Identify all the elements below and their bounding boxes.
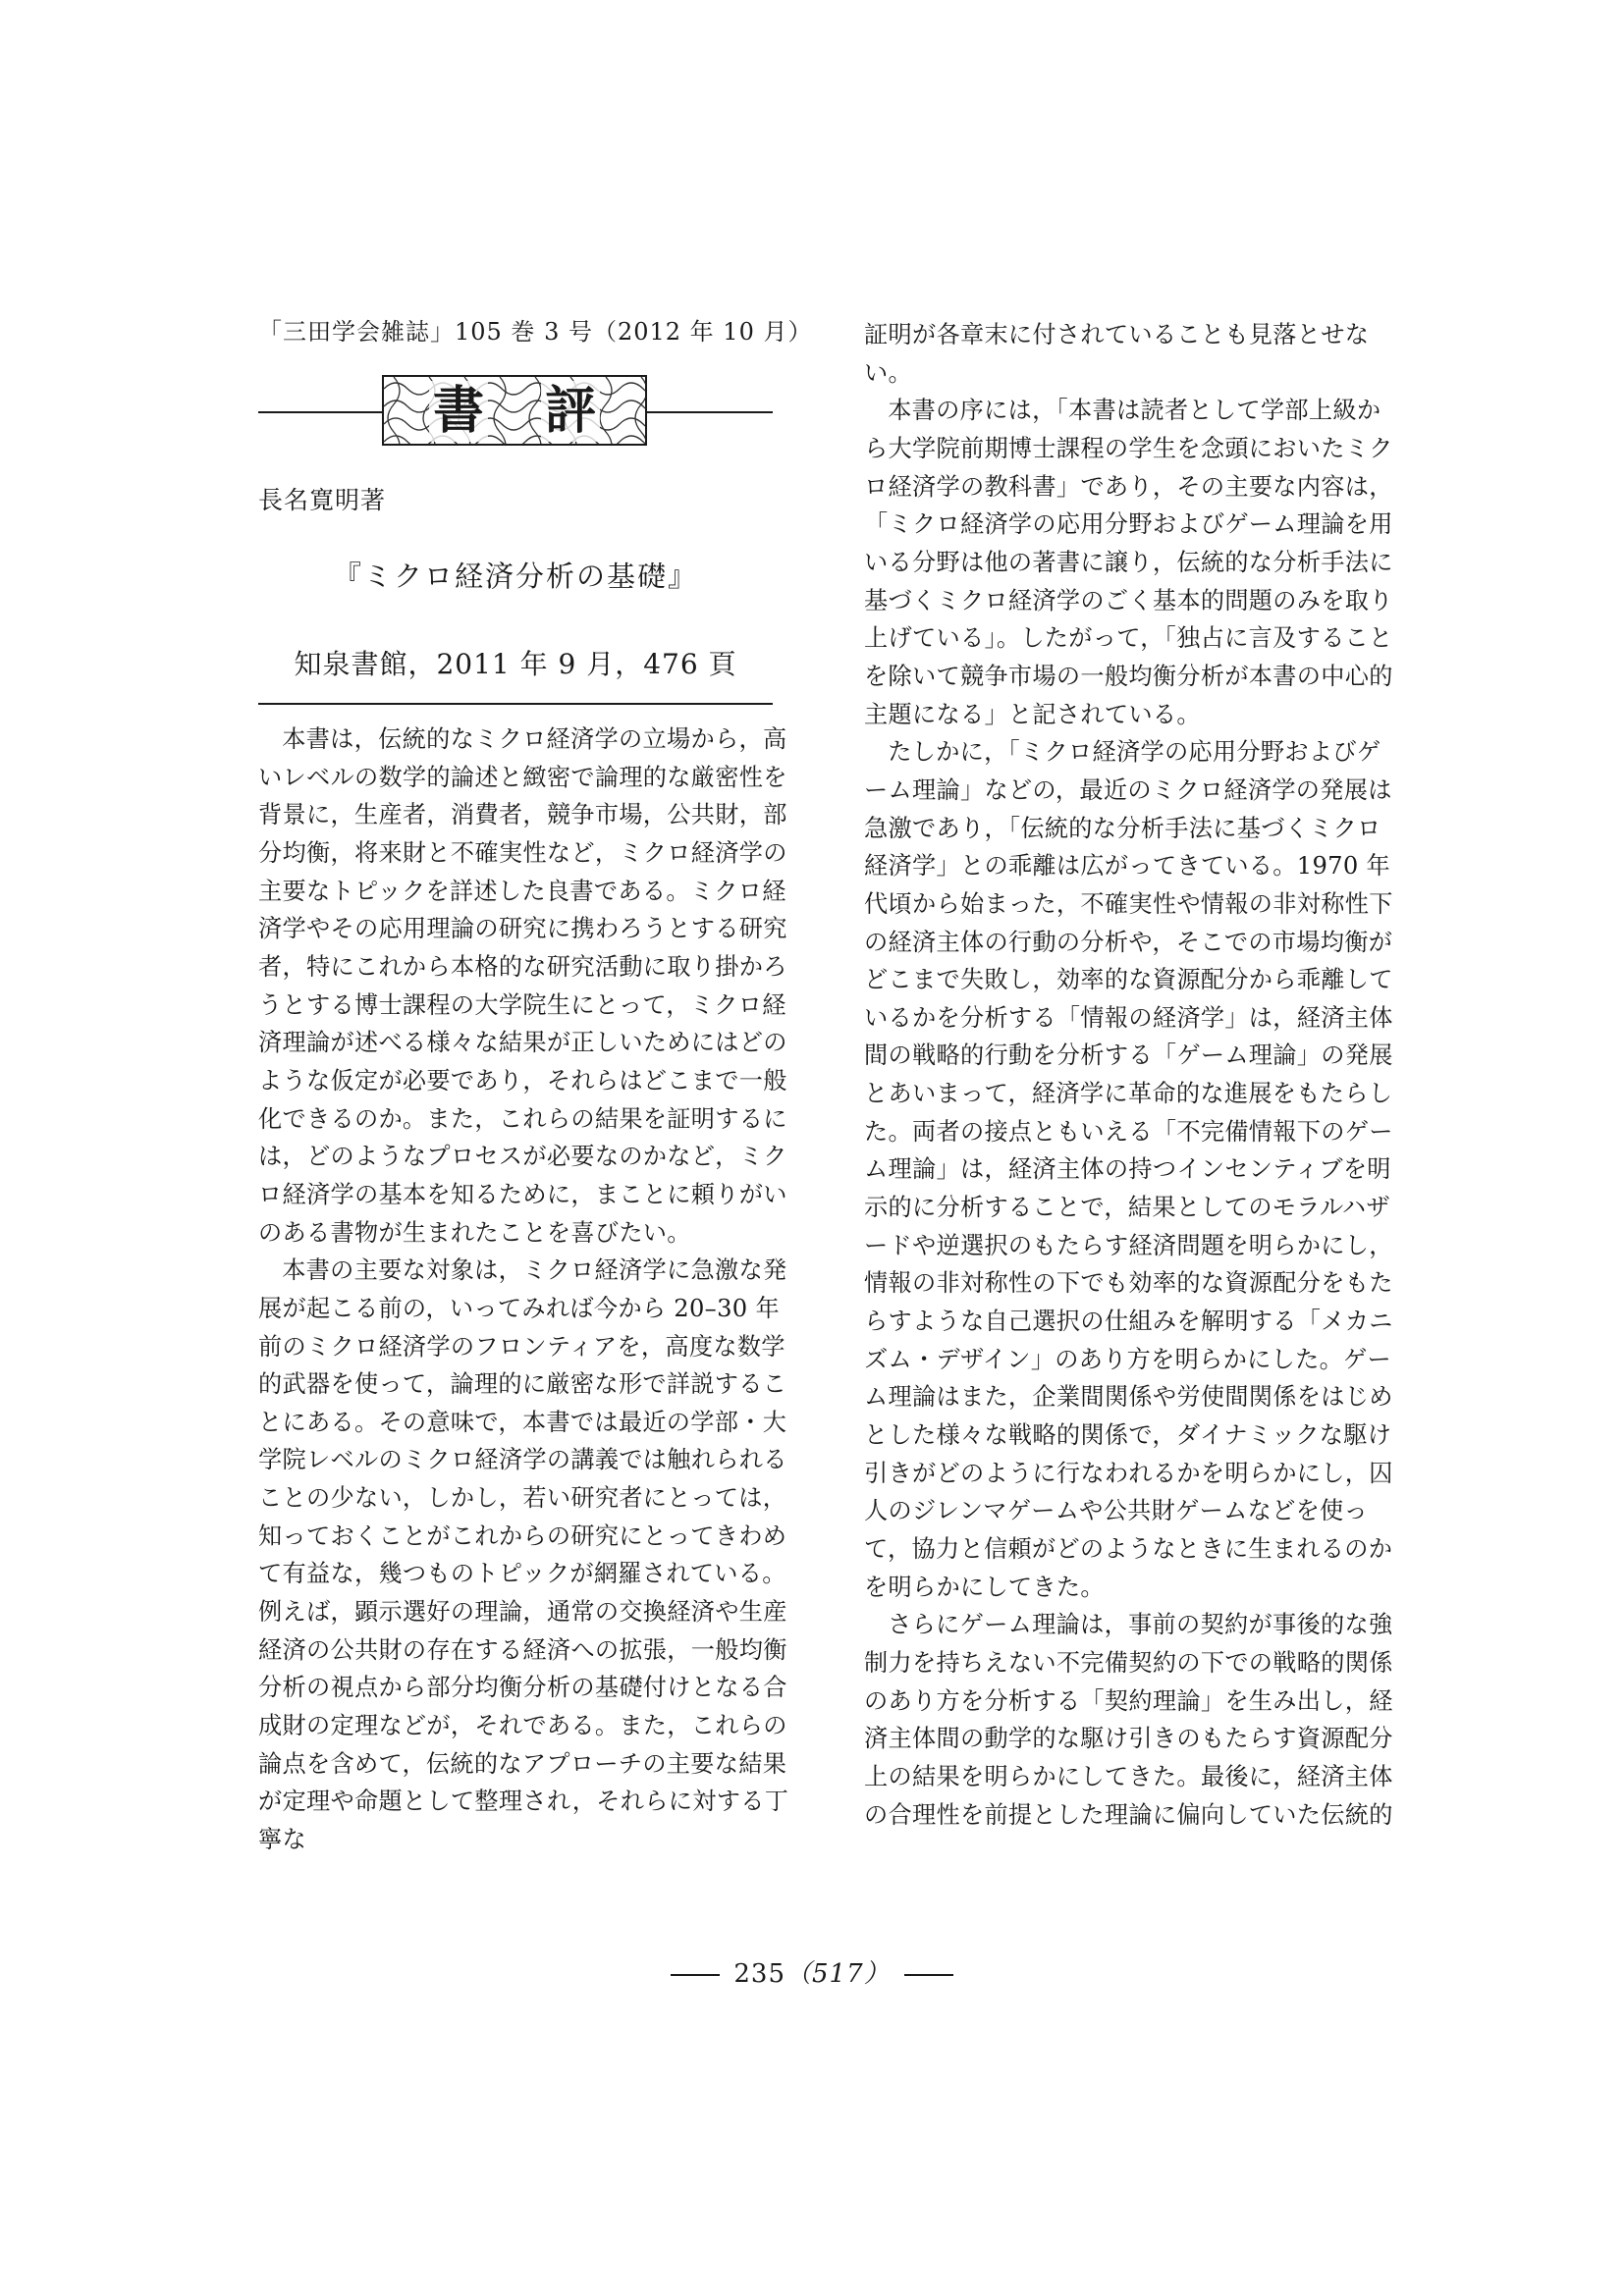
header-rule (258, 703, 773, 705)
page-number-dash-left (671, 1974, 720, 1976)
paragraph: 本書の序には，「本書は読者として学部上級から大学院前期博士課程の学生を念頭においたミクロ経済学の教科書」であり，その主要な内容は，「ミクロ経済学の応用分野およびゲーム理論を用いる分野は他の著書に譲り，伝統的な分析手法に基づくミクロ経済学のごく基本的問題のみを取り上げている」。したがって，「独占に言及することを除いて競争市場の一般均衡分析が本書の中心的主題になる」と記されている。 (864, 397, 1393, 728)
banner-char-hyo: 評 (541, 381, 600, 442)
page-number-dash-right (904, 1974, 953, 1976)
book-author: 長名寛明著 (258, 486, 387, 514)
banner-rule-right (645, 411, 773, 413)
journal-citation: 「三田学会雑誌」105 巻 3 号（2012 年 10 月） (258, 318, 813, 346)
body-column-right (864, 316, 1399, 1834)
book-title: 『ミクロ経済分析の基礎』 (332, 560, 698, 593)
banner-char-sho: 書 (429, 381, 488, 442)
paragraph-continued: 証明が各章末に付されていることも見落とせない。 (864, 321, 1370, 387)
page-number-total: （517） (785, 1959, 891, 1989)
body-column-left (258, 721, 793, 1859)
book-publisher: 知泉書館，2011 年 9 月，476 頁 (294, 648, 737, 680)
page-number-value: 235 (733, 1959, 785, 1989)
banner-box (382, 375, 647, 446)
section-banner (258, 375, 773, 450)
banner-pattern (384, 377, 647, 446)
banner-rule-left (258, 411, 384, 413)
paragraph: 本書は，伝統的なミクロ経済学の立場から，高いレベルの数学的論述と緻密で論理的な厳密性を背景に，生産者，消費者，競争市場，公共財，部分均衡，将来財と不確実性など，ミクロ経済学の主要なトピックを詳述した良書である。ミクロ経済学やその応用理論の研究に携わろうとする研究者，特にこれから本格的な研究活動に取り掛かろうとする博士課程の大学院生にとって，ミクロ経済理論が述べる様々な結果が正しいためにはどのような仮定が必要であり，それらはどこまで一般化できるのか。また，これらの結果を証明するには，どのようなプロセスが必要なのかなど，ミクロ経済学の基本を知るために，まことに頼りがいのある書物が生まれたことを喜びたい。 (258, 725, 787, 1247)
page-number (0, 1953, 1624, 1990)
paragraph: たしかに，「ミクロ経済学の応用分野およびゲーム理論」などの，最近のミクロ経済学の発展は急激であり，「伝統的な分析手法に基づくミクロ経済学」との乖離は広がってきている。1970 年代頃から始まった，不確実性や情報の非対称性下の経済主体の行動の分析や，そこでの市場均衡がどこまで失敗し，効率的な資源配分から乖離しているかを分析する「情報の経済学」は，経済主体間の戦略的行動を分析する「ゲーム理論」の発展とあいまって，経済学に革命的な進展をもたらした。両者の接点ともいえる「不完備情報下のゲーム理論」は，経済主体の持つインセンティブを明示的に分析することで，結果としてのモラルハザードや逆選択のもたらす経済問題を明らかにし，情報の非対称性の下でも効率的な資源配分をもたらすような自己選択の仕組みを解明する「メカニズム・デザイン」のあり方を明らかにした。ゲーム理論はまた，企業間関係や労使間関係をはじめとした様々な戦略的関係で，ダイナミックな駆け引きがどのように行なわれるかを明らかにし，囚人のジレンマゲームや公共財ゲームなどを使って，協力と信頼がどのようなときに生まれるのかを明らかにしてきた。 (864, 738, 1393, 1601)
paragraph: 本書の主要な対象は，ミクロ経済学に急激な発展が起こる前の，いってみれば今から 20–30 年前のミクロ経済学のフロンティアを，高度な数学的武器を使って，論理的に厳密な形で詳説することにある。その意味で，本書では最近の学部・大学院レベルのミクロ経済学の講義では触れられることの少ない，しかし，若い研究者にとっては，知っておくことがこれからの研究にとってきわめて有益な，幾つものトピックが網羅されている。例えば，顕示選好の理論，通常の交換経済や生産経済の公共財の存在する経済への拡張，一般均衡分析の視点から部分均衡分析の基礎付けとなる合成財の定理などが，それである。また，これらの論点を含めて，伝統的なアプローチの主要な結果が定理や命題として整理され，それらに対する丁寧な (258, 1256, 789, 1854)
paragraph: さらにゲーム理論は，事前の契約が事後的な強制力を持ちえない不完備契約の下での戦略的関係のあり方を分析する「契約理論」を生み出し，経済主体間の動学的な駆け引きのもたらす資源配分上の結果を明らかにしてきた。最後に，経済主体の合理性を前提とした理論に偏向していた伝統的 (864, 1611, 1393, 1829)
